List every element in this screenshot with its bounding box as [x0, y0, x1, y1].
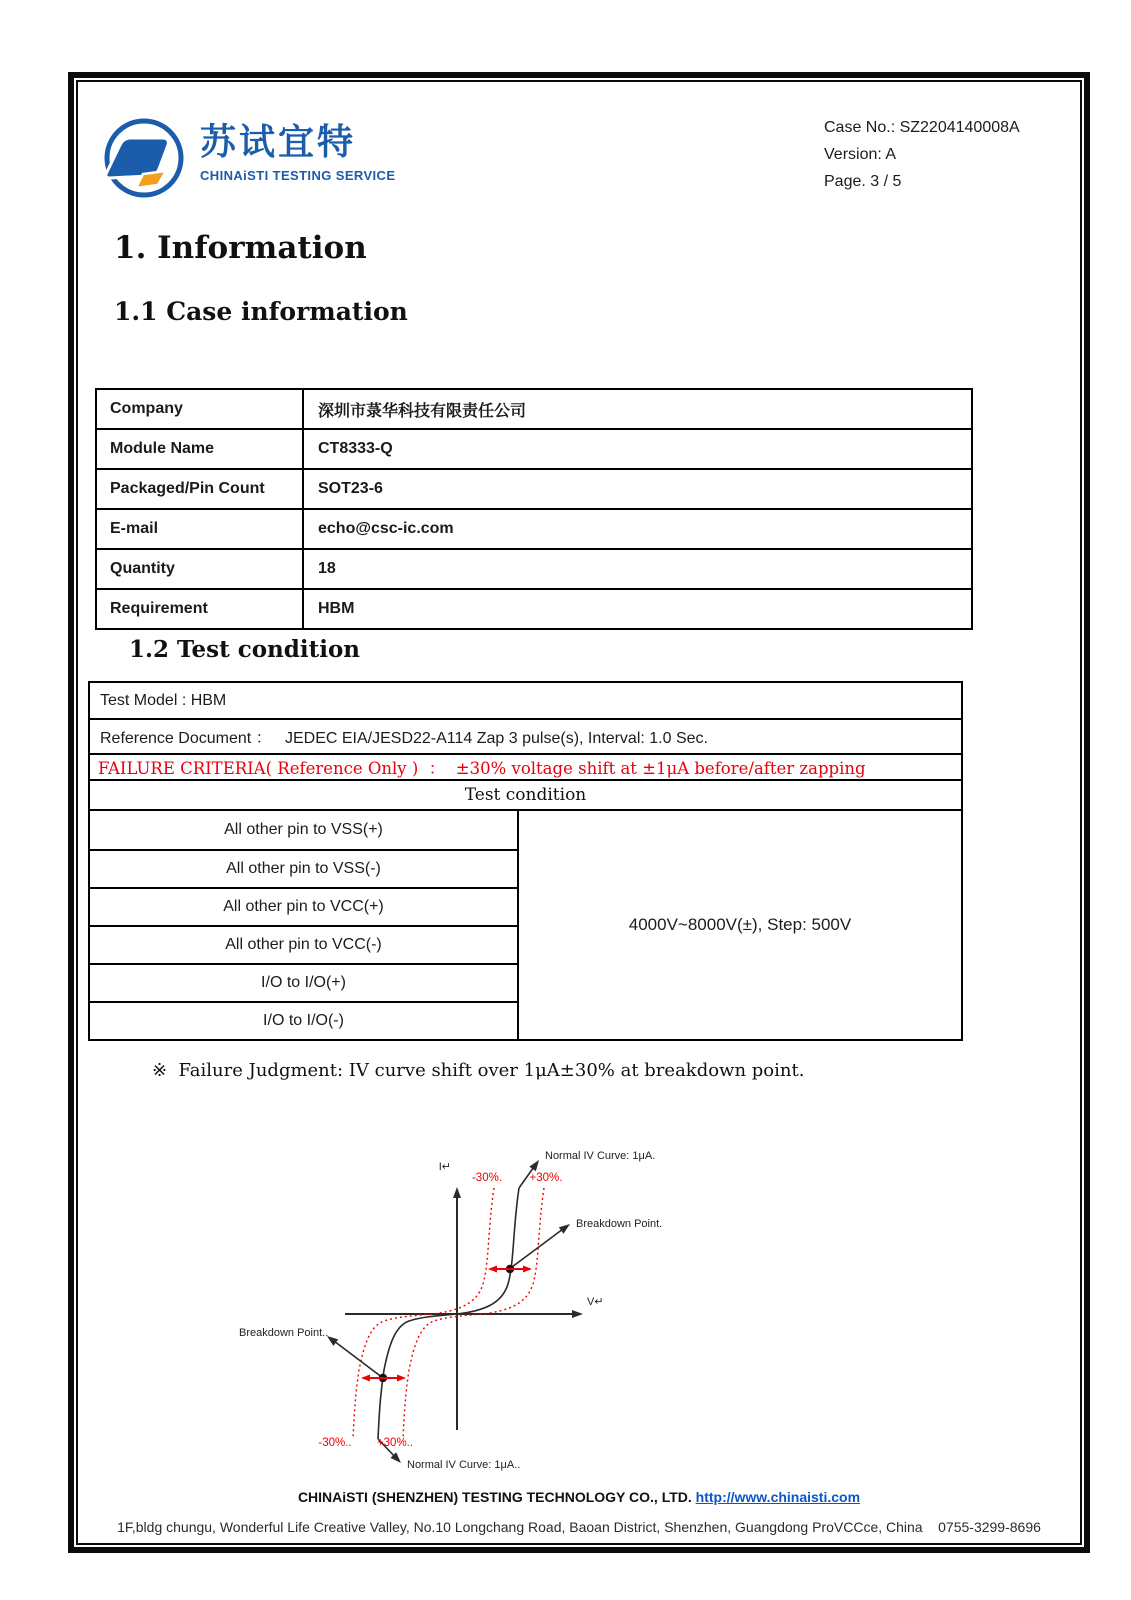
plus30-bottom-label: +30%.. — [376, 1437, 414, 1449]
version: Version: A — [824, 146, 897, 163]
plus30-top-label: +30%. — [529, 1172, 563, 1184]
i-axis-arrowhead-icon — [453, 1187, 461, 1198]
row-label: Company — [110, 400, 183, 417]
breakdown-top-arrow — [512, 1226, 567, 1267]
section-title-information: 1. Information — [114, 230, 367, 266]
pin-row: I/O to I/O(+) — [90, 963, 517, 1001]
logo-english-name: CHINAiSTI TESTING SERVICE — [200, 168, 396, 183]
normal-curve-bottom-label: Normal IV Curve: 1μA.. — [407, 1459, 521, 1471]
case-information-table — [95, 388, 973, 630]
pin-row: All other pin to VCC(+) — [90, 887, 517, 925]
row-label: Quantity — [110, 560, 175, 577]
normal-curve-top-label: Normal IV Curve: 1μA. — [545, 1150, 656, 1162]
table-row — [97, 390, 971, 428]
row-value: 深圳市菉华科技有限责任公司 — [302, 390, 971, 428]
red-arrowhead-icon — [523, 1266, 532, 1273]
minus30-bottom-label: -30%.. — [318, 1437, 352, 1449]
case-number: Case No.: SZ2204140008A — [824, 119, 1020, 136]
footer-company-name: CHINAiSTI (SHENZHEN) TESTING TECHNOLOGY CO., LTD. — [297, 1489, 696, 1505]
pin-row: All other pin to VSS(+) — [224, 821, 383, 838]
table-row — [97, 428, 971, 468]
breakdown-bottom-arrow — [330, 1338, 383, 1378]
arrowhead-icon — [559, 1221, 573, 1234]
test-model-row: Test Model : HBM — [100, 691, 227, 709]
test-condition-table — [88, 681, 963, 1041]
v-axis-label: V↵ — [587, 1296, 604, 1308]
logo-chinese-name: 苏试宜特 — [200, 121, 357, 162]
row-value: echo@csc-ic.com — [302, 510, 971, 548]
iv-curve-diagram — [225, 1112, 705, 1484]
pin-row: I/O to I/O(-) — [90, 1001, 517, 1039]
v-axis-arrowhead-icon — [572, 1310, 583, 1318]
breakdown-top-label: Breakdown Point. — [576, 1218, 663, 1230]
footer-website-link[interactable]: http://www.chinaisti.com — [695, 1489, 861, 1505]
logo-globe-icon — [98, 112, 192, 202]
row-label: E-mail — [110, 520, 159, 537]
row-value: CT8333-Q — [302, 430, 971, 468]
table-row — [97, 588, 971, 628]
red-arrowhead-icon — [397, 1375, 406, 1382]
footer-address-line: 1F,bldg chungu, Wonderful Life Creative Valley, No.10 Longchang Road, Baoan District, Shenzhen, Guangdong ProVCCce, China 0755-3299-8696 — [117, 1519, 1041, 1535]
table-row — [97, 508, 971, 548]
section-title-test-condition: 1.2 Test condition — [129, 636, 361, 663]
footer-company-line — [68, 1489, 1090, 1505]
failure-judgment-note: ※ Failure Judgment: IV curve shift over 1μA±30% at breakdown point. — [152, 1060, 805, 1081]
row-label: Requirement — [110, 600, 208, 617]
section-title-case-information: 1.1 Case information — [114, 297, 408, 326]
breakdown-bottom-label: Breakdown Point.. — [239, 1327, 329, 1339]
red-arrowhead-icon — [488, 1266, 497, 1273]
case-meta — [824, 114, 1020, 195]
pin-condition-grid — [90, 809, 961, 1039]
pin-row: All other pin to VCC(-) — [90, 925, 517, 963]
minus30-top-label: -30%. — [471, 1172, 503, 1184]
logo-text — [200, 112, 395, 183]
row-value: 18 — [302, 550, 971, 588]
i-axis-label: I↵ — [438, 1161, 451, 1173]
company-logo — [98, 112, 395, 202]
table-row — [97, 548, 971, 588]
voltage-range-cell: 4000V~8000V(±), Step: 500V — [517, 811, 961, 1039]
pin-combination-list — [90, 811, 517, 1039]
row-label: Packaged/Pin Count — [110, 480, 265, 497]
red-arrowhead-icon — [361, 1375, 370, 1382]
page-number: Page. 3 / 5 — [824, 173, 902, 190]
reference-document-row: Reference Document ： JEDEC EIA/JESD22-A114 Zap 3 pulse(s), Interval: 1.0 Sec. — [90, 718, 961, 753]
row-value: SOT23-6 — [302, 470, 971, 508]
table-row — [97, 468, 971, 508]
row-value: HBM — [302, 590, 971, 628]
row-label: Module Name — [110, 440, 215, 457]
test-condition-header: Test condition — [90, 779, 961, 809]
pin-row: All other pin to VSS(-) — [90, 849, 517, 887]
arrowhead-icon — [529, 1158, 542, 1172]
failure-criteria-row: FAILURE CRITERIA( Reference Only ) ： ±30% voltage shift at ±1μA before/after zapping — [90, 753, 961, 779]
